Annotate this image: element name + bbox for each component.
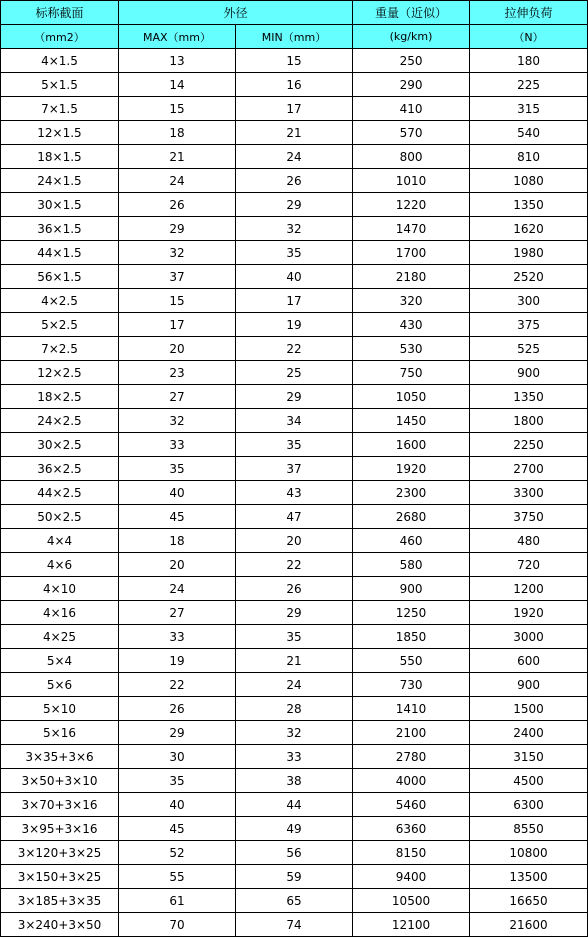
cell-min: 49 — [236, 817, 353, 841]
cell-weight: 1050 — [353, 385, 470, 409]
cell-min: 16 — [236, 73, 353, 97]
table-row — [1, 817, 588, 841]
cell-load: 1920 — [470, 601, 588, 625]
cell-weight: 1010 — [353, 169, 470, 193]
cell-min: 17 — [236, 289, 353, 313]
cell-weight: 1250 — [353, 601, 470, 625]
header-min: MIN（mm） — [236, 25, 353, 49]
cell-min: 25 — [236, 361, 353, 385]
cell-min: 44 — [236, 793, 353, 817]
cell-load: 900 — [470, 673, 588, 697]
cell-load: 2700 — [470, 457, 588, 481]
cell-section: 5×10 — [1, 697, 119, 721]
cell-max: 61 — [119, 889, 236, 913]
cell-section: 3×95+3×16 — [1, 817, 119, 841]
cell-max: 40 — [119, 481, 236, 505]
cell-load: 480 — [470, 529, 588, 553]
cell-max: 27 — [119, 601, 236, 625]
table-row — [1, 73, 588, 97]
table-row — [1, 289, 588, 313]
cell-max: 21 — [119, 145, 236, 169]
cell-load: 2250 — [470, 433, 588, 457]
header-section-unit: （mm2） — [1, 25, 119, 49]
cell-load: 1350 — [470, 193, 588, 217]
cell-section: 36×2.5 — [1, 457, 119, 481]
cell-max: 13 — [119, 49, 236, 73]
table-row — [1, 121, 588, 145]
cell-max: 40 — [119, 793, 236, 817]
header-load-unit: （N） — [470, 25, 588, 49]
cell-weight: 1920 — [353, 457, 470, 481]
cell-max: 35 — [119, 457, 236, 481]
cell-load: 1350 — [470, 385, 588, 409]
cell-min: 43 — [236, 481, 353, 505]
table-row — [1, 841, 588, 865]
cell-section: 56×1.5 — [1, 265, 119, 289]
cell-min: 26 — [236, 577, 353, 601]
header-weight: 重量（近似） — [353, 1, 470, 25]
cell-section: 30×2.5 — [1, 433, 119, 457]
cell-min: 17 — [236, 97, 353, 121]
table-row — [1, 889, 588, 913]
cell-load: 540 — [470, 121, 588, 145]
cell-max: 24 — [119, 169, 236, 193]
cell-load: 525 — [470, 337, 588, 361]
cell-weight: 570 — [353, 121, 470, 145]
cell-max: 24 — [119, 577, 236, 601]
cell-weight: 1410 — [353, 697, 470, 721]
cell-weight: 6360 — [353, 817, 470, 841]
cell-max: 27 — [119, 385, 236, 409]
cell-section: 3×240+3×50 — [1, 913, 119, 937]
cell-weight: 12100 — [353, 913, 470, 937]
cell-section: 30×1.5 — [1, 193, 119, 217]
cell-load: 600 — [470, 649, 588, 673]
cell-weight: 4000 — [353, 769, 470, 793]
cell-min: 24 — [236, 145, 353, 169]
cell-min: 33 — [236, 745, 353, 769]
cell-load: 3150 — [470, 745, 588, 769]
cell-section: 12×1.5 — [1, 121, 119, 145]
cell-load: 1200 — [470, 577, 588, 601]
cell-weight: 2680 — [353, 505, 470, 529]
cell-max: 55 — [119, 865, 236, 889]
cell-section: 36×1.5 — [1, 217, 119, 241]
cell-max: 33 — [119, 625, 236, 649]
cell-section: 5×6 — [1, 673, 119, 697]
cell-max: 33 — [119, 433, 236, 457]
cell-section: 3×185+3×35 — [1, 889, 119, 913]
cell-max: 15 — [119, 97, 236, 121]
cell-section: 5×2.5 — [1, 313, 119, 337]
cell-min: 40 — [236, 265, 353, 289]
cell-load: 1620 — [470, 217, 588, 241]
cell-load: 1500 — [470, 697, 588, 721]
cell-weight: 800 — [353, 145, 470, 169]
cell-max: 19 — [119, 649, 236, 673]
table-row — [1, 481, 588, 505]
cell-max: 15 — [119, 289, 236, 313]
cell-load: 225 — [470, 73, 588, 97]
cell-section: 5×16 — [1, 721, 119, 745]
cell-section: 18×2.5 — [1, 385, 119, 409]
cell-min: 37 — [236, 457, 353, 481]
table-row — [1, 97, 588, 121]
cell-section: 7×1.5 — [1, 97, 119, 121]
table-row — [1, 457, 588, 481]
cell-section: 4×2.5 — [1, 289, 119, 313]
cell-max: 45 — [119, 505, 236, 529]
cell-max: 18 — [119, 529, 236, 553]
table-row — [1, 49, 588, 73]
table-row — [1, 313, 588, 337]
cell-min: 21 — [236, 121, 353, 145]
cell-load: 13500 — [470, 865, 588, 889]
cell-section: 4×1.5 — [1, 49, 119, 73]
cell-weight: 750 — [353, 361, 470, 385]
cell-max: 20 — [119, 553, 236, 577]
cell-load: 3750 — [470, 505, 588, 529]
cell-max: 20 — [119, 337, 236, 361]
cell-load: 1080 — [470, 169, 588, 193]
cell-max: 29 — [119, 217, 236, 241]
cell-section: 24×2.5 — [1, 409, 119, 433]
cell-max: 22 — [119, 673, 236, 697]
table-row — [1, 145, 588, 169]
cell-section: 4×16 — [1, 601, 119, 625]
cell-section: 4×6 — [1, 553, 119, 577]
table-row — [1, 193, 588, 217]
header-row-units — [1, 25, 588, 49]
cell-weight: 8150 — [353, 841, 470, 865]
cell-section: 12×2.5 — [1, 361, 119, 385]
cell-load: 1980 — [470, 241, 588, 265]
table-body — [1, 49, 588, 937]
cell-min: 20 — [236, 529, 353, 553]
table-row — [1, 337, 588, 361]
cell-max: 35 — [119, 769, 236, 793]
cell-section: 4×25 — [1, 625, 119, 649]
cell-section: 44×1.5 — [1, 241, 119, 265]
cell-min: 24 — [236, 673, 353, 697]
cell-load: 8550 — [470, 817, 588, 841]
table-row — [1, 409, 588, 433]
table-row — [1, 505, 588, 529]
cell-load: 720 — [470, 553, 588, 577]
cell-max: 14 — [119, 73, 236, 97]
cell-min: 22 — [236, 337, 353, 361]
table-row — [1, 673, 588, 697]
cell-max: 37 — [119, 265, 236, 289]
cell-max: 32 — [119, 241, 236, 265]
cell-max: 29 — [119, 721, 236, 745]
cell-weight: 5460 — [353, 793, 470, 817]
cell-weight: 290 — [353, 73, 470, 97]
cell-min: 29 — [236, 193, 353, 217]
table-row — [1, 625, 588, 649]
table-row — [1, 601, 588, 625]
cell-section: 18×1.5 — [1, 145, 119, 169]
cell-weight: 2300 — [353, 481, 470, 505]
cell-max: 26 — [119, 193, 236, 217]
cell-min: 35 — [236, 241, 353, 265]
cell-weight: 2180 — [353, 265, 470, 289]
cell-weight: 430 — [353, 313, 470, 337]
cell-max: 26 — [119, 697, 236, 721]
cell-max: 70 — [119, 913, 236, 937]
cell-min: 74 — [236, 913, 353, 937]
table-row — [1, 865, 588, 889]
cell-section: 5×4 — [1, 649, 119, 673]
table-row — [1, 361, 588, 385]
table-row — [1, 721, 588, 745]
cell-weight: 10500 — [353, 889, 470, 913]
cell-weight: 9400 — [353, 865, 470, 889]
cell-min: 22 — [236, 553, 353, 577]
cell-load: 2400 — [470, 721, 588, 745]
cell-load: 315 — [470, 97, 588, 121]
cell-weight: 1600 — [353, 433, 470, 457]
cell-section: 5×1.5 — [1, 73, 119, 97]
cell-max: 17 — [119, 313, 236, 337]
cell-weight: 410 — [353, 97, 470, 121]
cell-section: 24×1.5 — [1, 169, 119, 193]
cell-weight: 1450 — [353, 409, 470, 433]
cell-min: 59 — [236, 865, 353, 889]
cell-section: 4×4 — [1, 529, 119, 553]
cell-min: 38 — [236, 769, 353, 793]
cell-section: 3×70+3×16 — [1, 793, 119, 817]
cell-max: 52 — [119, 841, 236, 865]
cell-load: 10800 — [470, 841, 588, 865]
cell-load: 375 — [470, 313, 588, 337]
cell-section: 7×2.5 — [1, 337, 119, 361]
cell-section: 3×50+3×10 — [1, 769, 119, 793]
table-row — [1, 529, 588, 553]
cell-load: 810 — [470, 145, 588, 169]
table-row — [1, 913, 588, 937]
table-row — [1, 793, 588, 817]
cell-weight: 320 — [353, 289, 470, 313]
table-row — [1, 697, 588, 721]
cell-max: 30 — [119, 745, 236, 769]
table-row — [1, 241, 588, 265]
cell-section: 44×2.5 — [1, 481, 119, 505]
cell-section: 50×2.5 — [1, 505, 119, 529]
cell-max: 32 — [119, 409, 236, 433]
cell-weight: 2100 — [353, 721, 470, 745]
cell-section: 3×120+3×25 — [1, 841, 119, 865]
cell-weight: 730 — [353, 673, 470, 697]
header-row-titles — [1, 1, 588, 25]
cell-min: 34 — [236, 409, 353, 433]
table-row — [1, 169, 588, 193]
cell-section: 4×10 — [1, 577, 119, 601]
table-row — [1, 433, 588, 457]
cell-load: 3000 — [470, 625, 588, 649]
cell-load: 3300 — [470, 481, 588, 505]
cell-load: 180 — [470, 49, 588, 73]
cell-load: 900 — [470, 361, 588, 385]
cell-min: 19 — [236, 313, 353, 337]
table-header — [1, 1, 588, 49]
cell-load: 1800 — [470, 409, 588, 433]
cell-min: 29 — [236, 601, 353, 625]
cell-load: 21600 — [470, 913, 588, 937]
cell-min: 21 — [236, 649, 353, 673]
cell-min: 26 — [236, 169, 353, 193]
cell-weight: 460 — [353, 529, 470, 553]
cell-weight: 1700 — [353, 241, 470, 265]
table-row — [1, 385, 588, 409]
header-outer-diameter: 外径 — [119, 1, 353, 25]
table-row — [1, 265, 588, 289]
cell-section: 3×150+3×25 — [1, 865, 119, 889]
cell-weight: 550 — [353, 649, 470, 673]
cell-weight: 1850 — [353, 625, 470, 649]
cell-min: 47 — [236, 505, 353, 529]
cell-min: 28 — [236, 697, 353, 721]
header-section: 标称截面 — [1, 1, 119, 25]
table-row — [1, 745, 588, 769]
table-row — [1, 649, 588, 673]
cell-weight: 530 — [353, 337, 470, 361]
cell-min: 15 — [236, 49, 353, 73]
cell-section: 3×35+3×6 — [1, 745, 119, 769]
cell-weight: 580 — [353, 553, 470, 577]
cell-max: 18 — [119, 121, 236, 145]
cell-load: 2520 — [470, 265, 588, 289]
cell-load: 4500 — [470, 769, 588, 793]
header-max: MAX（mm） — [119, 25, 236, 49]
cell-load: 300 — [470, 289, 588, 313]
cell-min: 35 — [236, 625, 353, 649]
cell-weight: 2780 — [353, 745, 470, 769]
cell-min: 32 — [236, 721, 353, 745]
cell-weight: 1220 — [353, 193, 470, 217]
cell-min: 35 — [236, 433, 353, 457]
cell-load: 6300 — [470, 793, 588, 817]
header-tensile-load: 拉伸负荷 — [470, 1, 588, 25]
cell-max: 23 — [119, 361, 236, 385]
cell-min: 65 — [236, 889, 353, 913]
cell-max: 45 — [119, 817, 236, 841]
header-weight-unit: (kg/km) — [353, 25, 470, 49]
cell-weight: 900 — [353, 577, 470, 601]
cell-min: 32 — [236, 217, 353, 241]
cell-load: 16650 — [470, 889, 588, 913]
table-row — [1, 577, 588, 601]
table-row — [1, 553, 588, 577]
table-row — [1, 769, 588, 793]
cell-weight: 250 — [353, 49, 470, 73]
table-row — [1, 217, 588, 241]
cell-min: 29 — [236, 385, 353, 409]
cell-min: 56 — [236, 841, 353, 865]
cell-weight: 1470 — [353, 217, 470, 241]
